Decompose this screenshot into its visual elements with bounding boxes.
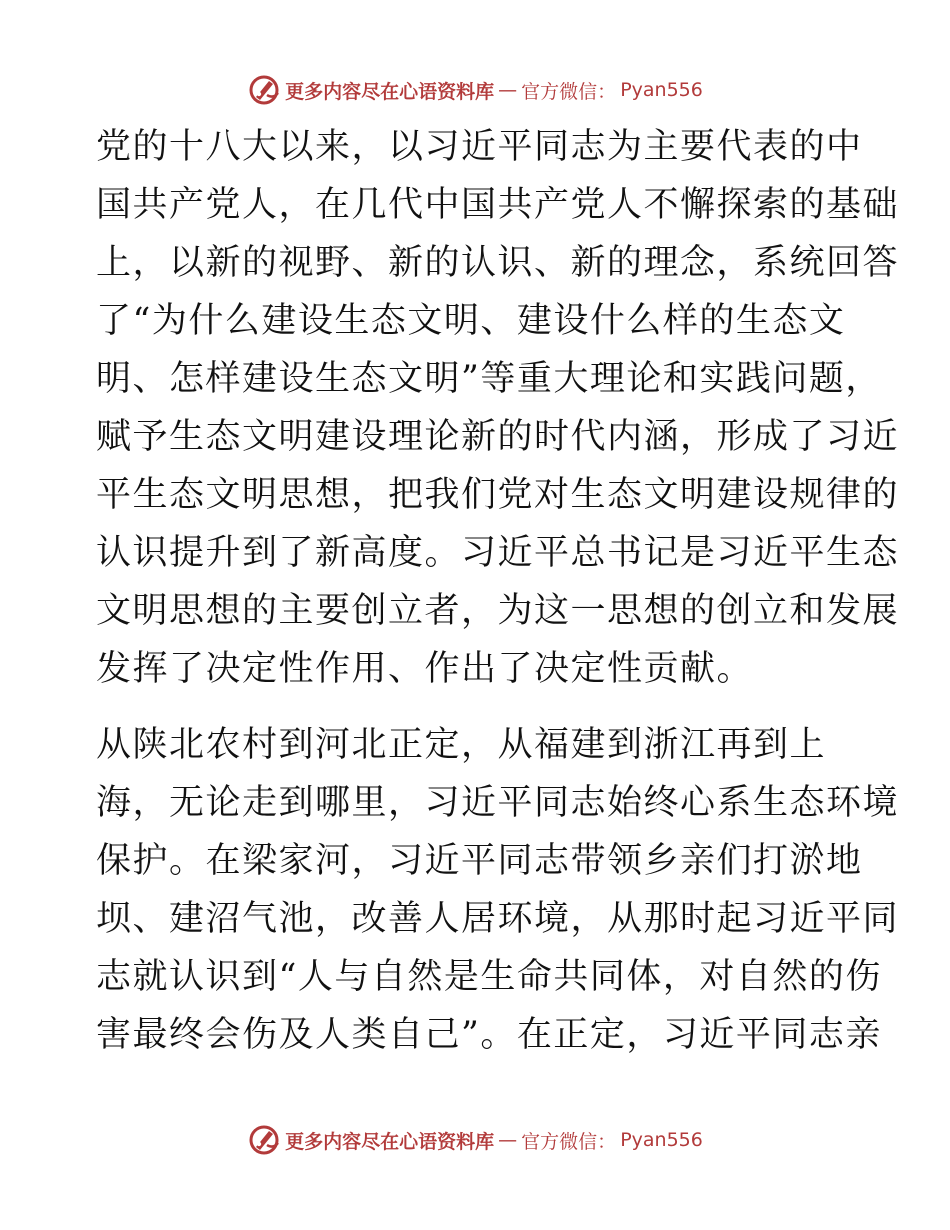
text-line: 海，无论走到哪里，习近平同志始终心系生态环境 bbox=[96, 783, 900, 823]
footer-banner-wechat-label: 官方微信： bbox=[521, 1130, 617, 1153]
text-line: 明、怎样建设生态文明”等重大理论和实践问题， bbox=[96, 359, 882, 399]
header-banner-content bbox=[247, 73, 703, 107]
text-line: 赋予生态文明建设理论新的时代内涵，形成了习近 bbox=[96, 417, 900, 457]
text-line: 国共产党人，在几代中国共产党人不懈探索的基础 bbox=[96, 185, 900, 225]
logo-icon bbox=[247, 1123, 281, 1157]
footer-banner bbox=[0, 1120, 950, 1160]
text-line: 坝、建沼气池，改善人居环境，从那时起习近平同 bbox=[96, 899, 900, 939]
text-line: 了“为什么建设生态文明、建设什么样的生态文 bbox=[96, 301, 846, 341]
text-line: 党的十八大以来，以习近平同志为主要代表的中 bbox=[96, 127, 863, 167]
paragraph-gap bbox=[96, 698, 856, 716]
header-banner-wechat-label: 官方微信： bbox=[521, 80, 617, 103]
text-line: 害最终会伤及人类自己”。在正定，习近平同志亲 bbox=[96, 1015, 882, 1055]
document-body bbox=[96, 118, 900, 1064]
text-line: 平生态文明思想，把我们党对生态文明建设规律的 bbox=[96, 475, 900, 515]
header-banner bbox=[0, 70, 950, 110]
paragraph-1 bbox=[96, 118, 900, 698]
footer-banner-title: 更多内容尽在心语资料库 bbox=[285, 1130, 495, 1153]
logo-icon bbox=[247, 73, 281, 107]
text-line: 上，以新的视野、新的认识、新的理念，系统回答 bbox=[96, 243, 900, 283]
text-line: 从陕北农村到河北正定，从福建到浙江再到上 bbox=[96, 725, 827, 765]
paragraph-2 bbox=[96, 716, 900, 1064]
footer-banner-dash: — bbox=[498, 1129, 518, 1151]
text-line: 保护。在梁家河，习近平同志带领乡亲们打淤地 bbox=[96, 841, 863, 881]
text-line: 文明思想的主要创立者，为这一思想的创立和发展 bbox=[96, 591, 900, 631]
header-banner-title: 更多内容尽在心语资料库 bbox=[285, 80, 495, 103]
text-line: 发挥了决定性作用、作出了决定性贡献。 bbox=[96, 649, 754, 689]
text-line: 认识提升到了新高度。习近平总书记是习近平生态 bbox=[96, 533, 900, 573]
footer-banner-wechat-id: Pyan556 bbox=[620, 1129, 703, 1151]
text-line: 志就认识到“人与自然是生命共同体，对自然的伤 bbox=[96, 957, 882, 997]
header-banner-dash: — bbox=[498, 79, 518, 101]
header-banner-wechat-id: Pyan556 bbox=[620, 79, 703, 101]
footer-banner-content bbox=[247, 1123, 703, 1157]
